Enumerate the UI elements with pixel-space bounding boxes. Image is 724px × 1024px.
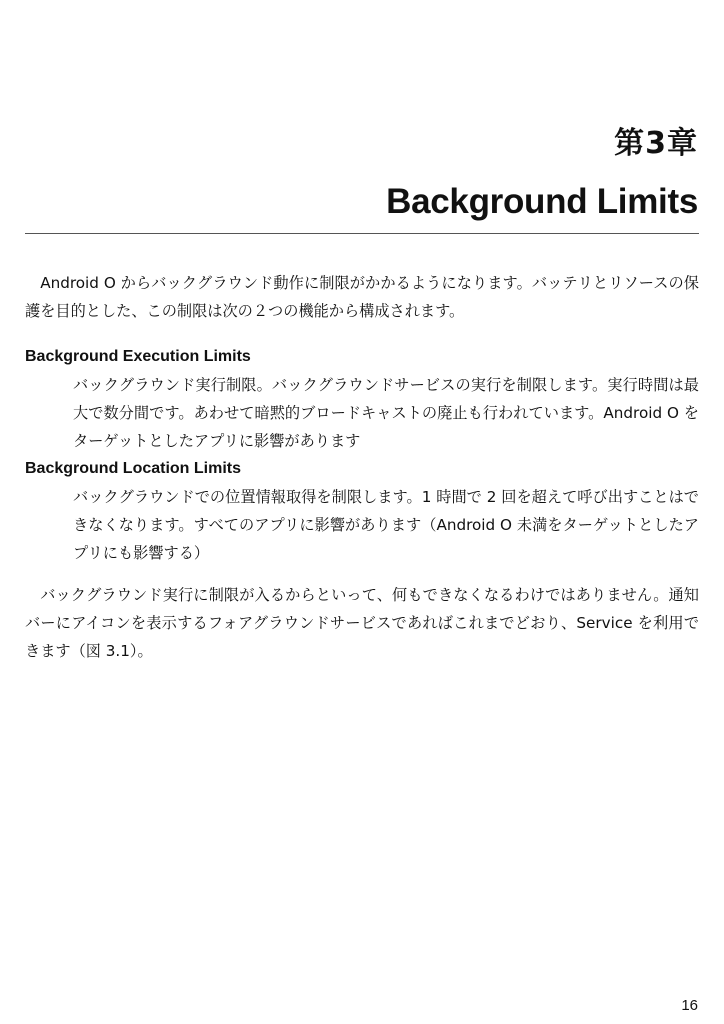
definition-term-execution-limits: Background Execution Limits: [25, 348, 251, 365]
definition-term-location-limits: Background Location Limits: [25, 460, 242, 477]
chapter-number: 第3章: [614, 126, 698, 161]
chapter-title: Background Limits: [386, 182, 698, 221]
chapter-body: [25, 269, 699, 665]
intro-paragraph: Android O からバックグラウンド動作に制限がかかるようになります。バッテリとリソースの保護を目的とした、この制限は次の２つの機能から構成されます。: [25, 274, 699, 320]
feature-definition-list: [25, 343, 699, 567]
definition-desc-location-limits: バックグラウンドでの位置情報取得を制限します。1 時間で 2 回を超えて呼び出すことはできなくなります。すべてのアプリに影響があります（Android O 未満をターゲットとしたアプリにも影響する）: [73, 488, 699, 562]
page-number: 16: [681, 997, 698, 1014]
title-divider: [25, 233, 699, 234]
foreground-service-paragraph: バックグラウンド実行に制限が入るからといって、何もできなくなるわけではありません。通知バーにアイコンを表示するフォアグラウンドサービスであればこれまでどおり、Service を利用できます（図 3.1）。: [25, 586, 700, 660]
definition-desc-execution-limits: バックグラウンド実行制限。バックグラウンドサービスの実行を制限します。実行時間は最大で数分間です。あわせて暗黙的ブロードキャストの廃止も行われています。Android O をターゲットとしたアプリに影響があります: [73, 376, 699, 450]
